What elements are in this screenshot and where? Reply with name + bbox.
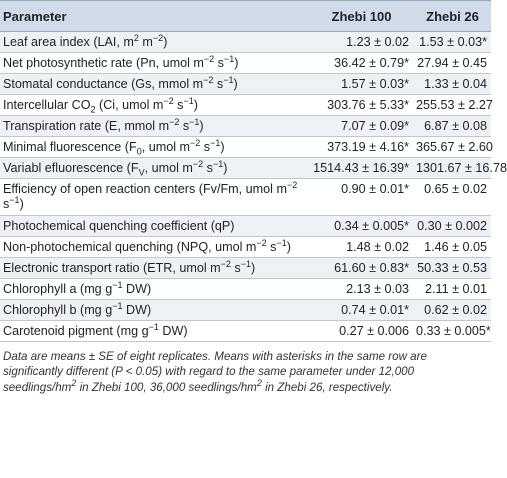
cell-zhebi-100: 0.34 ± 0.005* [309,216,413,237]
cell-zhebi-100: 1.57 ± 0.03* [309,74,413,95]
cell-zhebi-26: 1.33 ± 0.04 [413,74,491,95]
table-row [0,53,491,74]
cell-zhebi-26: 0.33 ± 0.005* [413,321,491,342]
cell-parameter: Photochemical quenching coefficient (qP) [0,216,309,237]
header-parameter: Parameter [0,1,309,32]
cell-zhebi-26: 365.67 ± 2.60 [413,137,491,158]
table-row [0,216,491,237]
cell-parameter: Electronic transport ratio (ETR, umol $m^{-2}$ $s^{-1}$) [0,258,309,279]
footnote-line-2: significantly different (P < 0.05) with regard to the same parameter under 12,000 [3,365,415,379]
table-row [0,32,491,53]
cell-zhebi-100: 0.74 ± 0.01* [309,300,413,321]
table-row [0,237,491,258]
cell-zhebi-100: 61.60 ± 0.83* [309,258,413,279]
cell-zhebi-26: 0.65 ± 0.02 [413,179,491,216]
cell-zhebi-26: 1.46 ± 0.05 [413,237,491,258]
table-row [0,279,491,300]
footnote-line-3: seedlings/$hm^2$ in Zhebi 100, 36,000 seedlings/$hm^2$ in Zhebi 26, respectively. [3,377,393,394]
cell-parameter: Net photosynthetic rate (Pn, umol $m^{-2}$ $s^{-1}$) [0,53,309,74]
table-row [0,158,491,179]
cell-zhebi-100: 0.90 ± 0.01* [309,179,413,216]
cell-zhebi-26: 2.11 ± 0.01 [413,279,491,300]
table-row [0,116,491,137]
cell-zhebi-26: 0.30 ± 0.002 [413,216,491,237]
cell-zhebi-100: 2.13 ± 0.03 [309,279,413,300]
cell-zhebi-26: 27.94 ± 0.45 [413,53,491,74]
header-zhebi-26: Zhebi 26 [413,1,491,32]
cell-parameter: Variabl efluorescence ($F_V$, umol $m^{-2}$ $s^{-1}$) [0,158,309,179]
cell-zhebi-26: 1301.67 ± 16.78 [413,158,491,179]
cell-zhebi-100: 303.76 ± 5.33* [309,95,413,116]
cell-zhebi-100: 1.48 ± 0.02 [309,237,413,258]
cell-parameter: Intercellular $CO_2$ (Ci, umol $m^{-2}$ $s^{-1}$) [0,95,309,116]
header-zhebi-100: Zhebi 100 [309,1,413,32]
cell-parameter: Carotenoid pigment (mg $g^{-1}$ DW) [0,321,309,342]
cell-zhebi-100: 36.42 ± 0.79* [309,53,413,74]
cell-parameter: Efficiency of open reaction centers (Fv/Fm, umol $m^{-2}$ $s^{-1}$) [0,179,309,216]
cell-zhebi-26: 50.33 ± 0.53 [413,258,491,279]
cell-parameter: Minimal fluorescence ($F_0$, umol $m^{-2}$ $s^{-1}$) [0,137,309,158]
table-row [0,95,491,116]
cell-zhebi-100: 373.19 ± 4.16* [309,137,413,158]
header-row [0,1,491,32]
table-row [0,74,491,95]
table-row [0,258,491,279]
cell-parameter: Leaf area index (LAI, $m^2$ $m^{-2}$) [0,32,309,53]
cell-parameter: Non-photochemical quenching (NPQ, umol $m^{-2}$ $s^{-1}$) [0,237,309,258]
cell-zhebi-100: 7.07 ± 0.09* [309,116,413,137]
table-row [0,300,491,321]
cell-zhebi-26: 6.87 ± 0.08 [413,116,491,137]
cell-parameter: Stomatal conductance (Gs, mmol $m^{-2}$ $s^{-1}$) [0,74,309,95]
cell-zhebi-26: 1.53 ± 0.03* [413,32,491,53]
table-footnote [0,342,491,395]
footnote-line-1: Data are means ± SE of eight replicates. Means with asterisks in the same row are [3,350,427,363]
cell-parameter: Chlorophyll a (mg $g^{-1}$ DW) [0,279,309,300]
cell-zhebi-100: 0.27 ± 0.006 [309,321,413,342]
cell-zhebi-100: 1514.43 ± 16.39* [309,158,413,179]
cell-parameter: Chlorophyll b (mg $g^{-1}$ DW) [0,300,309,321]
table-row [0,321,491,342]
table-row [0,137,491,158]
cell-zhebi-100: 1.23 ± 0.02 [309,32,413,53]
cell-zhebi-26: 255.53 ± 2.27 [413,95,491,116]
cell-zhebi-26: 0.62 ± 0.02 [413,300,491,321]
table-row [0,179,491,216]
cell-parameter: Transpiration rate (E, mmol $m^{-2}$ $s^{-1}$) [0,116,309,137]
